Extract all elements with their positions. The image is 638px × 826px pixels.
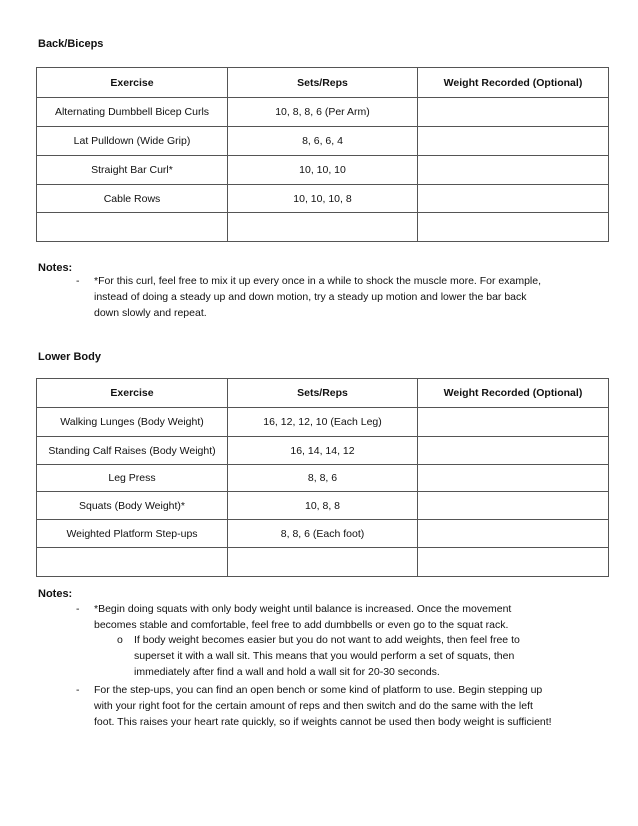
exercise-cell[interactable] [37,548,228,577]
notes-title: Notes: [38,262,73,274]
weight-cell[interactable] [418,185,609,213]
note-text [94,682,552,730]
sets-reps-cell: 16, 14, 14, 12 [228,437,418,465]
exercise-cell[interactable] [37,213,228,242]
note-line: *Begin doing squats with only body weight until balance is increased. Once the movement [94,603,512,615]
sets-reps-cell: 10, 10, 10 [228,156,418,185]
table-header-row [37,379,609,408]
sets-reps-cell: 16, 12, 12, 10 (Each Leg) [228,408,418,437]
weight-cell[interactable] [418,492,609,520]
header-sets-reps: Sets/Reps [228,379,418,408]
note-line: If body weight becomes easier but you do not want to add weights, then feel free to [134,634,520,646]
table-row [37,465,609,492]
table-row-empty [37,548,609,577]
lower-body-table [36,378,609,577]
table-row [37,127,609,156]
table-row [37,185,609,213]
exercise-cell: Cable Rows [37,185,228,213]
exercise-cell: Squats (Body Weight)* [37,492,228,520]
back-biceps-table [36,67,609,242]
note-text [94,273,541,321]
weight-cell[interactable] [418,548,609,577]
table-row [37,520,609,548]
header-weight: Weight Recorded (Optional) [418,379,609,408]
weight-cell[interactable] [418,127,609,156]
note-dash: - [76,603,80,615]
sets-reps-cell: 8, 8, 6 [228,465,418,492]
note-line: becomes stable and comfortable, feel free to add dumbbells or even go to the squat rack. [94,619,509,631]
section-title-lower-body: Lower Body [38,351,101,363]
note-line: For the step-ups, you can find an open bench or some kind of platform to use. Begin stepping up [94,684,543,696]
weight-cell[interactable] [418,437,609,465]
note-line: foot. This raises your heart rate quickly, so if weights cannot be used then body weight is sufficient! [94,716,552,728]
sets-reps-cell: 10, 8, 8 [228,492,418,520]
sets-reps-cell: 8, 6, 6, 4 [228,127,418,156]
header-sets-reps: Sets/Reps [228,68,418,98]
note-line: *For this curl, feel free to mix it up every once in a while to shock the muscle more. For example, [94,275,542,287]
sets-reps-cell: 8, 8, 6 (Each foot) [228,520,418,548]
exercise-cell: Walking Lunges (Body Weight) [37,408,228,437]
exercise-cell: Weighted Platform Step-ups [37,520,228,548]
section-title-back-biceps: Back/Biceps [38,38,104,50]
weight-cell[interactable] [418,213,609,242]
exercise-cell: Lat Pulldown (Wide Grip) [37,127,228,156]
sets-reps-cell[interactable] [228,213,418,242]
header-exercise: Exercise [37,379,228,408]
note-dash: - [76,275,80,287]
weight-cell[interactable] [418,98,609,127]
table-row-empty [37,213,609,242]
weight-cell[interactable] [418,408,609,437]
table-header-row [37,68,609,98]
sets-reps-cell: 10, 8, 8, 6 (Per Arm) [228,98,418,127]
exercise-cell: Standing Calf Raises (Body Weight) [37,437,228,465]
sets-reps-cell: 10, 10, 10, 8 [228,185,418,213]
sub-note-text [134,632,520,680]
note-text [94,601,511,633]
table-row [37,98,609,127]
note-line: with your right foot for the certain amount of reps and then switch and do the same with the left [94,700,533,712]
notes-title: Notes: [38,588,73,600]
header-weight: Weight Recorded (Optional) [418,68,609,98]
table-row [37,156,609,185]
note-line: instead of doing a steady up and down motion, try a steady up motion and lower the bar back [94,291,527,303]
exercise-cell: Leg Press [37,465,228,492]
note-line: immediately after find a wall and hold a wall sit for 20-30 seconds. [134,666,440,678]
header-exercise: Exercise [37,68,228,98]
sub-bullet-marker: o [117,634,123,646]
note-line: down slowly and repeat. [94,307,207,319]
note-dash: - [76,684,80,696]
table-row [37,437,609,465]
weight-cell[interactable] [418,520,609,548]
table-row [37,492,609,520]
sets-reps-cell[interactable] [228,548,418,577]
weight-cell[interactable] [418,156,609,185]
exercise-cell: Straight Bar Curl* [37,156,228,185]
note-line: superset it with a wall sit. This means that you would perform a set of squats, then [134,650,515,662]
weight-cell[interactable] [418,465,609,492]
exercise-cell: Alternating Dumbbell Bicep Curls [37,98,228,127]
table-row [37,408,609,437]
